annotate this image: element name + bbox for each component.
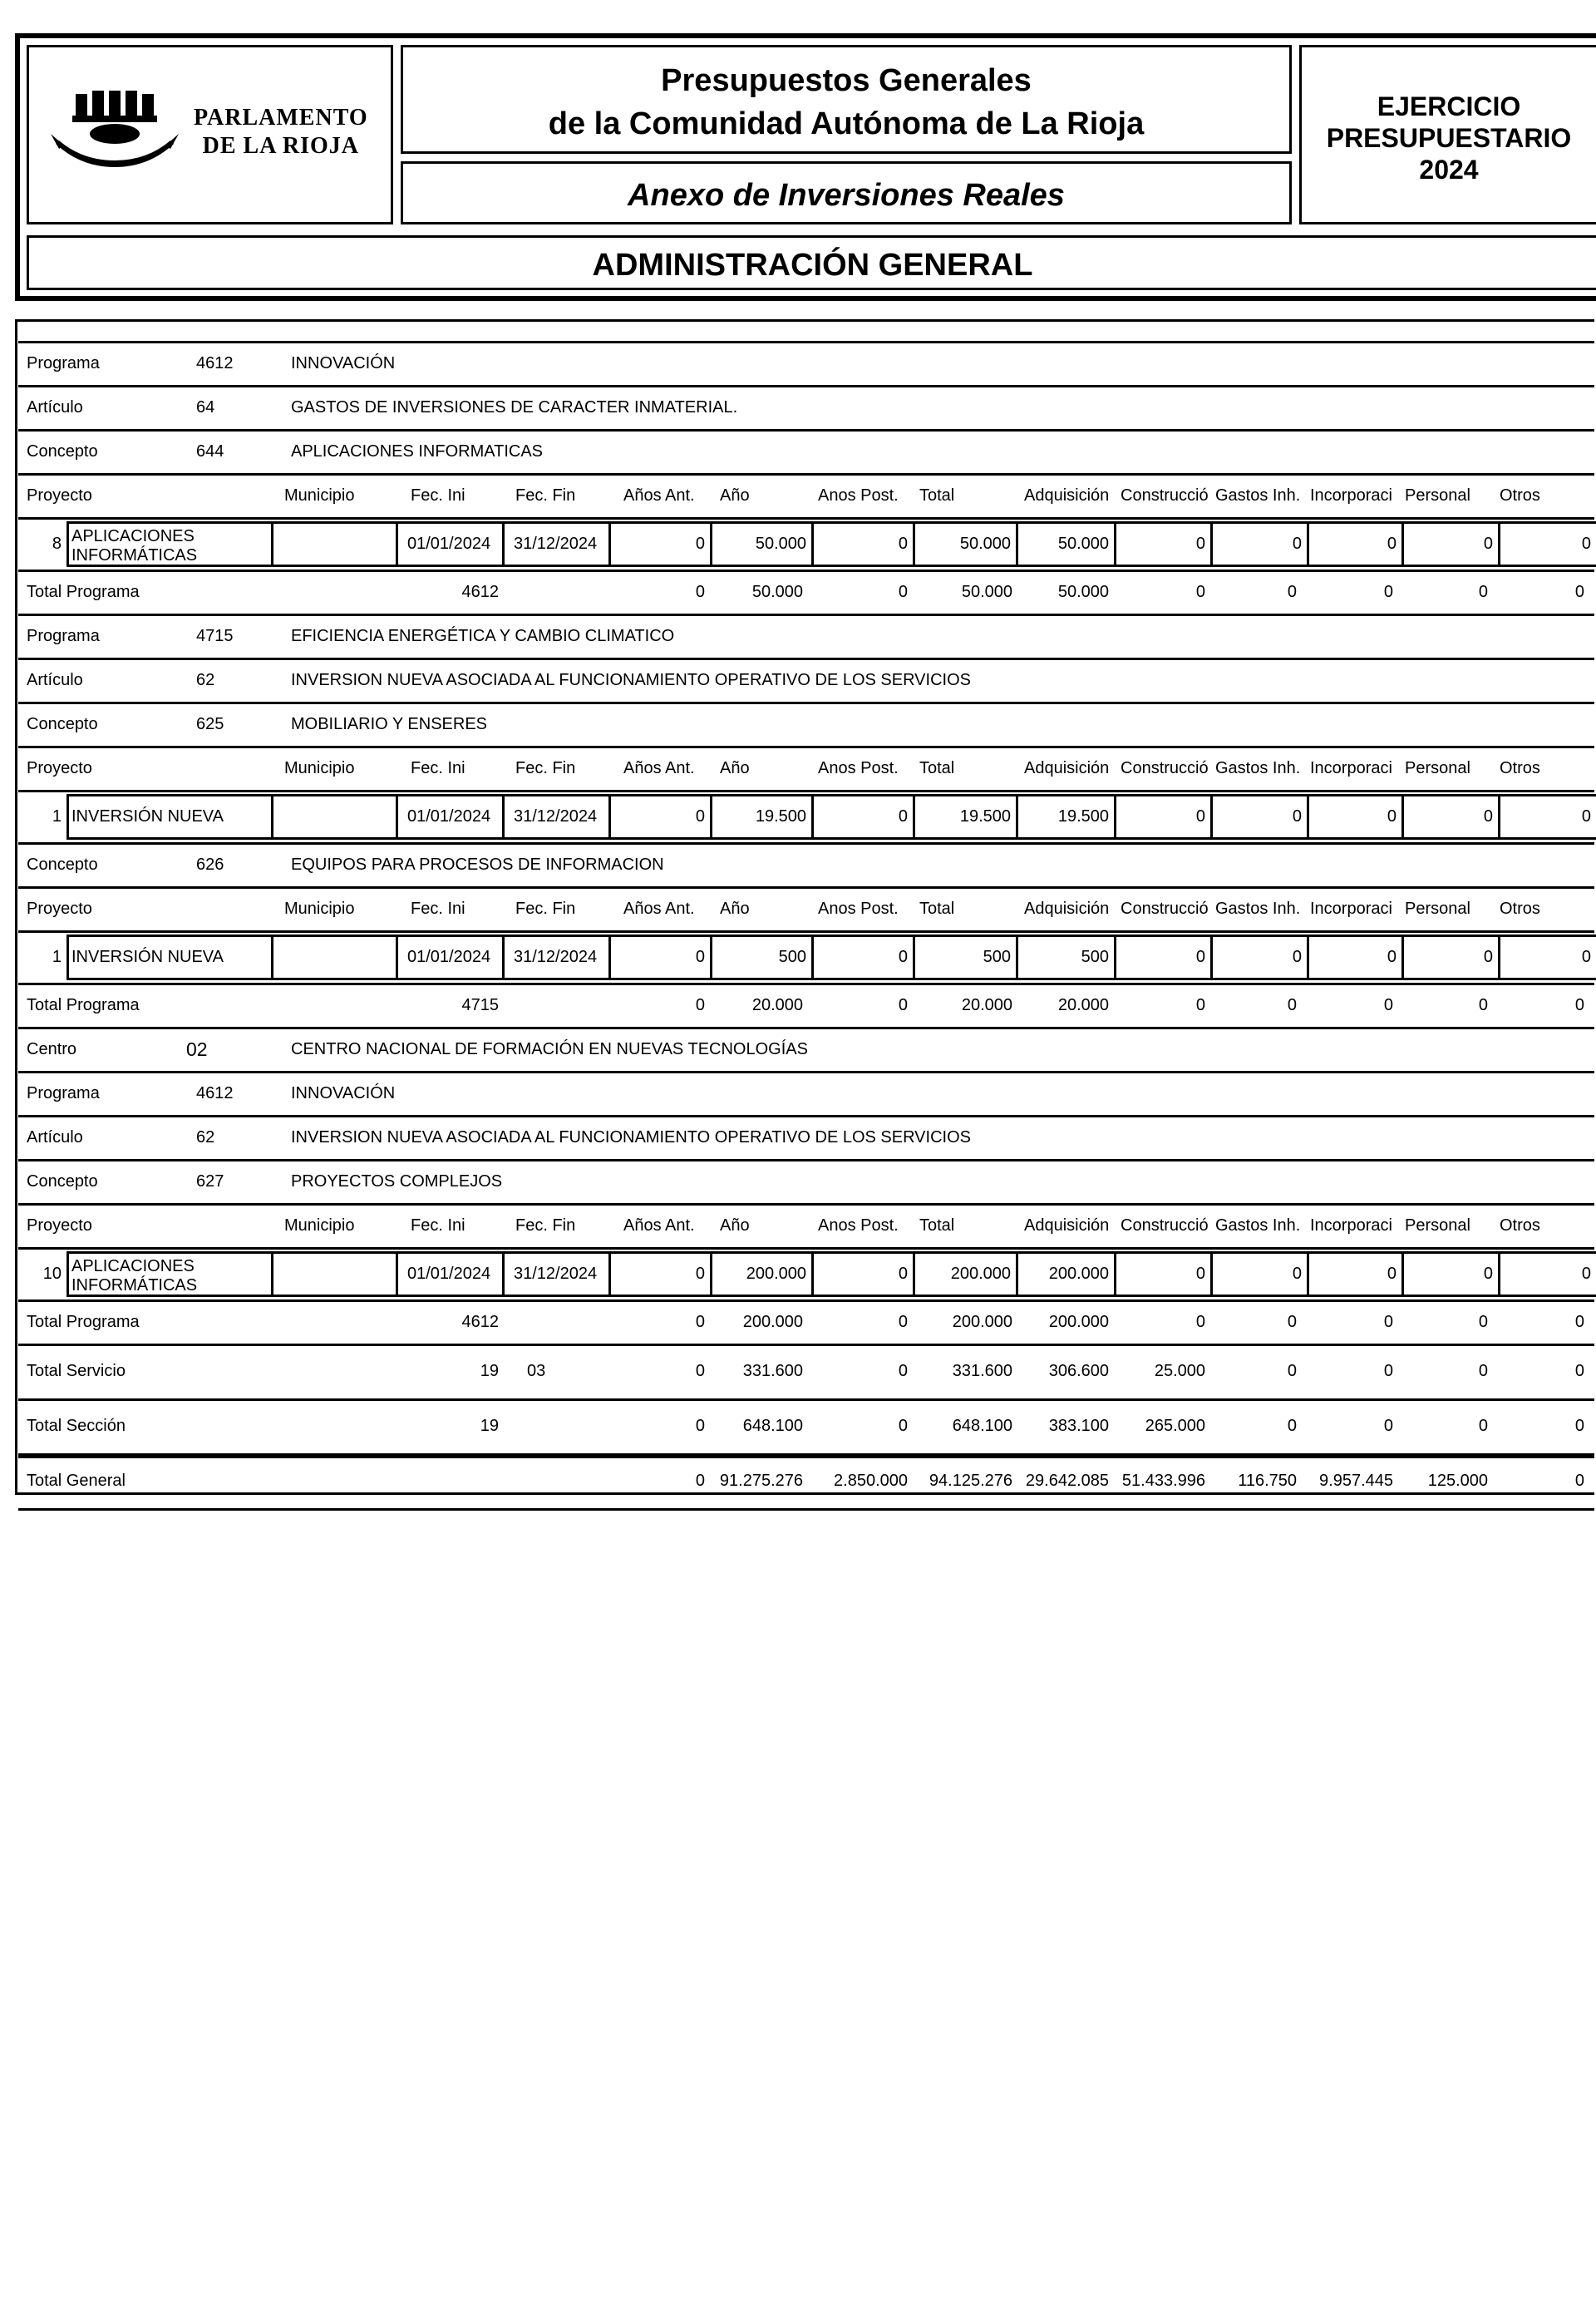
row-divider [18, 1115, 1594, 1117]
project-value: 0 [1387, 534, 1396, 553]
total-value: 0 [1383, 582, 1393, 601]
column-header: Gastos Inh. [1215, 758, 1301, 777]
column-header: Incorporaci [1310, 758, 1392, 777]
project-value: 0 [1292, 534, 1302, 553]
total-value: 0 [1383, 1417, 1393, 1435]
row-divider [18, 842, 1594, 845]
end-date: 31/12/2024 [514, 534, 598, 553]
column-header: Fec. Ini [411, 1216, 466, 1235]
total-value: 20.000 [1057, 995, 1109, 1014]
row-divider [18, 658, 1594, 660]
project-value: 0 [695, 806, 705, 826]
row-divider [18, 614, 1594, 616]
project-value: 19.500 [1057, 806, 1109, 826]
column-header: Fec. Ini [411, 486, 466, 505]
column-header: Municipio [284, 899, 355, 918]
total-value: 331.600 [952, 1362, 1012, 1380]
column-header: Anos Post. [818, 899, 899, 918]
row-code: 02 [186, 1038, 208, 1060]
total-value: 0 [898, 582, 908, 601]
project-value: 500 [778, 947, 806, 966]
start-date: 01/01/2024 [407, 534, 491, 553]
total-value: 0 [695, 1312, 705, 1331]
row-description: INNOVACIÓN [291, 1083, 396, 1102]
column-header: Construcció [1121, 1216, 1209, 1235]
end-date: 31/12/2024 [514, 1264, 598, 1283]
row-description: MOBILIARIO Y ENSERES [291, 714, 488, 733]
total-label: Total Sección [27, 1417, 126, 1435]
column-header: Total [919, 1216, 955, 1235]
column-header: Proyecto [27, 486, 92, 505]
total-value: 0 [898, 1362, 908, 1380]
total-label: Total Servicio [27, 1362, 126, 1380]
column-header: Fec. Ini [411, 758, 466, 777]
row-label: Artículo [27, 670, 83, 689]
column-header: Construcció [1121, 486, 1209, 505]
project-name: INVERSIÓN NUEVA [71, 806, 224, 826]
project-value: 19.500 [959, 806, 1011, 826]
project-value: 0 [1387, 947, 1396, 966]
column-header: Año [720, 486, 750, 505]
column-header: Anos Post. [818, 758, 899, 777]
row-description: EFICIENCIA ENERGÉTICA Y CAMBIO CLIMATICO [291, 626, 675, 645]
total-value: 20.000 [961, 995, 1012, 1014]
total-code: 19 [480, 1362, 499, 1380]
row-divider [18, 341, 1594, 343]
row-code: 625 [196, 714, 224, 733]
column-header: Construcció [1121, 899, 1209, 918]
total-value: 20.000 [751, 995, 803, 1014]
total-value: 2.850.000 [834, 1472, 908, 1490]
project-value: 500 [1081, 947, 1109, 966]
column-header: Construcció [1121, 758, 1209, 777]
section-title: ADMINISTRACIÓN GENERAL [592, 248, 1033, 283]
project-number: 1 [52, 806, 62, 826]
subtitle: Anexo de Inversiones Reales [628, 178, 1065, 213]
logo-line1: PARLAMENTO [194, 105, 368, 131]
total-value: 0 [1478, 582, 1488, 601]
column-header: Años Ant. [623, 1216, 695, 1235]
total-value: 0 [1195, 995, 1205, 1014]
column-header: Municipio [284, 1216, 355, 1235]
total-label: Total General [27, 1472, 126, 1490]
column-header: Total [919, 486, 955, 505]
column-header: Otros [1500, 486, 1540, 505]
project-value: 0 [898, 1264, 908, 1283]
project-value: 200.000 [1048, 1264, 1109, 1283]
column-header: Año [720, 758, 750, 777]
project-number: 10 [42, 1264, 62, 1283]
row-code: 62 [196, 670, 215, 689]
project-value: 0 [695, 534, 705, 553]
column-header: Personal [1405, 758, 1470, 777]
column-header: Gastos Inh. [1215, 1216, 1301, 1235]
ejercicio-line1: EJERCICIO [1377, 91, 1521, 121]
row-code: 4715 [196, 626, 234, 645]
project-name-line2: INFORMÁTICAS [71, 1276, 198, 1295]
total-value: 50.000 [961, 582, 1012, 601]
column-header: Otros [1500, 899, 1540, 918]
table-cell [271, 1251, 398, 1297]
column-header: Total [919, 758, 955, 777]
row-description: CENTRO NACIONAL DE FORMACIÓN EN NUEVAS TECNOLOGÍAS [291, 1039, 808, 1058]
column-header: Total [919, 899, 955, 918]
column-header: Incorporaci [1310, 486, 1392, 505]
total-value: 383.100 [1048, 1417, 1109, 1435]
total-code: 19 [480, 1417, 499, 1435]
row-divider [18, 1159, 1594, 1161]
project-value: 0 [1195, 534, 1205, 553]
row-divider [18, 790, 1594, 792]
total-value: 200.000 [1048, 1312, 1109, 1331]
logo-line2: DE LA RIOJA [202, 133, 359, 159]
row-divider [18, 886, 1594, 889]
project-value: 0 [898, 947, 908, 966]
project-value: 200.000 [746, 1264, 806, 1283]
title-box [401, 45, 1292, 154]
start-date: 01/01/2024 [407, 1264, 491, 1283]
row-divider [18, 517, 1594, 520]
table-cell [271, 794, 398, 840]
total-value: 0 [1574, 1472, 1584, 1490]
column-header: Fec. Fin [515, 1216, 576, 1235]
total-code2: 03 [527, 1362, 546, 1380]
row-divider [18, 1344, 1594, 1346]
total-value: 125.000 [1427, 1472, 1488, 1490]
row-divider [18, 1203, 1594, 1206]
project-value: 0 [1195, 806, 1205, 826]
project-value: 0 [1483, 534, 1493, 553]
end-date: 31/12/2024 [514, 806, 598, 826]
total-value: 25.000 [1154, 1362, 1205, 1380]
project-value: 50.000 [959, 534, 1011, 553]
row-label: Programa [27, 626, 100, 645]
column-header: Fec. Ini [411, 899, 466, 918]
total-value: 200.000 [952, 1312, 1012, 1331]
row-divider [18, 1508, 1594, 1511]
total-value: 29.642.085 [1025, 1472, 1109, 1490]
ejercicio-year: 2024 [1419, 155, 1479, 185]
row-label: Concepto [27, 714, 98, 733]
row-description: EQUIPOS PARA PROCESOS DE INFORMACION [291, 855, 664, 874]
row-label: Concepto [27, 441, 98, 461]
column-header: Gastos Inh. [1215, 899, 1301, 918]
total-value: 0 [695, 995, 705, 1014]
column-header: Años Ant. [623, 899, 695, 918]
total-code: 4612 [461, 582, 499, 601]
row-divider [18, 702, 1594, 704]
project-value: 50.000 [1057, 534, 1109, 553]
ejercicio-line2: PRESUPUESTARIO [1326, 123, 1572, 153]
column-header: Personal [1405, 1216, 1470, 1235]
project-value: 0 [1195, 1264, 1205, 1283]
row-description: INVERSION NUEVA ASOCIADA AL FUNCIONAMIENTO OPERATIVO DE LOS SERVICIOS [291, 670, 971, 689]
row-code: 644 [196, 441, 224, 461]
project-number: 1 [52, 947, 62, 966]
total-code: 4612 [461, 1312, 499, 1331]
column-header: Proyecto [27, 1216, 92, 1235]
project-value: 0 [898, 806, 908, 826]
total-value: 0 [1287, 1417, 1297, 1435]
row-label: Artículo [27, 397, 83, 417]
row-description: PROYECTOS COMPLEJOS [291, 1171, 503, 1191]
row-divider [18, 1071, 1594, 1073]
row-label: Programa [27, 353, 100, 372]
total-value: 0 [1195, 582, 1205, 601]
column-header: Anos Post. [818, 486, 899, 505]
logo-box [27, 45, 393, 224]
total-value: 0 [898, 1312, 908, 1331]
total-code: 4715 [461, 995, 499, 1014]
row-divider [18, 473, 1594, 476]
total-value: 0 [1574, 582, 1584, 601]
total-value: 0 [695, 582, 705, 601]
row-label: Concepto [27, 855, 98, 874]
total-value: 0 [1574, 1312, 1584, 1331]
total-value: 265.000 [1145, 1417, 1205, 1435]
table-cell [271, 521, 398, 567]
column-header: Fec. Fin [515, 486, 576, 505]
project-name: APLICACIONES [71, 1257, 195, 1275]
row-label: Programa [27, 1083, 100, 1102]
column-header: Fec. Fin [515, 758, 576, 777]
total-value: 0 [695, 1417, 705, 1435]
row-divider [18, 746, 1594, 748]
row-label: Centro [27, 1039, 77, 1058]
total-value: 0 [1287, 1362, 1297, 1380]
project-value: 50.000 [755, 534, 806, 553]
total-value: 0 [1574, 995, 1584, 1014]
total-value: 0 [1383, 1362, 1393, 1380]
project-value: 0 [1483, 1264, 1493, 1283]
total-value: 0 [1287, 582, 1297, 601]
total-value: 0 [695, 1362, 705, 1380]
row-divider [18, 570, 1594, 572]
total-label: Total Programa [27, 995, 140, 1014]
project-value: 0 [1292, 1264, 1302, 1283]
total-value: 50.000 [1057, 582, 1109, 601]
project-value: 19.500 [755, 806, 806, 826]
project-name: INVERSIÓN NUEVA [71, 947, 224, 966]
total-label: Total Programa [27, 582, 140, 601]
total-value: 91.275.276 [719, 1472, 803, 1490]
total-value: 94.125.276 [929, 1472, 1012, 1490]
project-value: 500 [983, 947, 1011, 966]
total-value: 0 [1383, 995, 1393, 1014]
row-description: INVERSION NUEVA ASOCIADA AL FUNCIONAMIENTO OPERATIVO DE LOS SERVICIOS [291, 1127, 971, 1147]
project-value: 0 [1195, 947, 1205, 966]
total-value: 648.100 [742, 1417, 803, 1435]
project-value: 0 [1581, 947, 1591, 966]
column-header: Años Ant. [623, 486, 695, 505]
total-value: 0 [1195, 1312, 1205, 1331]
project-value: 0 [1387, 1264, 1396, 1283]
column-header: Anos Post. [818, 1216, 899, 1235]
start-date: 01/01/2024 [407, 806, 491, 826]
total-value: 306.600 [1048, 1362, 1109, 1380]
start-date: 01/01/2024 [407, 947, 491, 966]
column-header: Proyecto [27, 758, 92, 777]
section-title-box [27, 235, 1596, 290]
row-code: 626 [196, 855, 224, 874]
end-date: 31/12/2024 [514, 947, 598, 966]
project-value: 0 [898, 534, 908, 553]
column-header: Otros [1500, 758, 1540, 777]
total-value: 0 [1574, 1417, 1584, 1435]
row-code: 4612 [196, 1083, 234, 1102]
project-value: 0 [1483, 947, 1493, 966]
row-divider [18, 1027, 1594, 1029]
row-label: Concepto [27, 1171, 98, 1191]
total-value: 0 [1574, 1362, 1584, 1380]
row-divider [18, 1299, 1594, 1302]
column-header: Fec. Fin [515, 899, 576, 918]
row-divider [18, 1398, 1594, 1401]
total-value: 0 [695, 1472, 705, 1490]
column-header: Personal [1405, 899, 1470, 918]
total-label: Total Programa [27, 1312, 140, 1331]
row-code: 64 [196, 397, 215, 417]
total-value: 0 [1478, 995, 1488, 1014]
column-header: Año [720, 899, 750, 918]
column-header: Otros [1500, 1216, 1540, 1235]
row-divider [18, 385, 1594, 387]
logo-text [194, 104, 368, 160]
row-divider [18, 1453, 1594, 1458]
project-value: 0 [1581, 806, 1591, 826]
project-value: 0 [1292, 806, 1302, 826]
project-number: 8 [52, 534, 62, 553]
project-value: 200.000 [950, 1264, 1011, 1283]
column-header: Incorporaci [1310, 1216, 1392, 1235]
column-header: Personal [1405, 486, 1470, 505]
title-line1: Presupuestos Generales [661, 63, 1032, 98]
project-value: 0 [695, 1264, 705, 1283]
subtitle-box [401, 161, 1292, 224]
row-description: INNOVACIÓN [291, 353, 396, 372]
row-divider [18, 930, 1594, 933]
project-value: 0 [695, 947, 705, 966]
row-code: 62 [196, 1127, 215, 1147]
total-value: 648.100 [952, 1417, 1012, 1435]
column-header: Proyecto [27, 899, 92, 918]
total-value: 331.600 [742, 1362, 803, 1380]
row-description: GASTOS DE INVERSIONES DE CARACTER INMATERIAL. [291, 397, 738, 417]
column-header: Gastos Inh. [1215, 486, 1301, 505]
parliament-logo-icon [39, 86, 187, 177]
total-value: 0 [898, 1417, 908, 1435]
project-value: 0 [1387, 806, 1396, 826]
total-value: 0 [1287, 1312, 1297, 1331]
column-header: Año [720, 1216, 750, 1235]
column-header: Adquisición [1024, 899, 1110, 918]
total-value: 0 [898, 995, 908, 1014]
column-header: Años Ant. [623, 758, 695, 777]
project-name-line2: INFORMÁTICAS [71, 546, 198, 565]
total-value: 50.000 [751, 582, 803, 601]
table-cell [271, 935, 398, 980]
row-code: 4612 [196, 353, 234, 372]
total-value: 116.750 [1238, 1472, 1297, 1490]
total-value: 0 [1478, 1417, 1488, 1435]
total-value: 0 [1383, 1312, 1393, 1331]
column-header: Municipio [284, 758, 355, 777]
ejercicio-box [1299, 45, 1596, 224]
column-header: Adquisición [1024, 486, 1110, 505]
row-divider [18, 983, 1594, 985]
project-value: 0 [1292, 947, 1302, 966]
column-header: Incorporaci [1310, 899, 1392, 918]
total-value: 200.000 [742, 1312, 803, 1331]
total-value: 51.433.996 [1121, 1472, 1205, 1490]
title-line2: de la Comunidad Autónoma de La Rioja [548, 106, 1145, 141]
column-header: Municipio [284, 486, 355, 505]
column-header: Adquisición [1024, 1216, 1110, 1235]
project-value: 0 [1581, 534, 1591, 553]
total-value: 0 [1478, 1312, 1488, 1331]
project-name: APLICACIONES [71, 527, 195, 545]
row-description: APLICACIONES INFORMATICAS [291, 441, 544, 461]
row-divider [18, 429, 1594, 432]
total-value: 0 [1287, 995, 1297, 1014]
project-value: 0 [1581, 1264, 1591, 1283]
row-label: Artículo [27, 1127, 83, 1147]
row-code: 627 [196, 1171, 224, 1191]
column-header: Adquisición [1024, 758, 1110, 777]
total-value: 9.957.445 [1319, 1472, 1393, 1490]
project-value: 0 [1483, 806, 1493, 826]
row-divider [18, 1247, 1594, 1250]
total-value: 0 [1478, 1362, 1488, 1380]
